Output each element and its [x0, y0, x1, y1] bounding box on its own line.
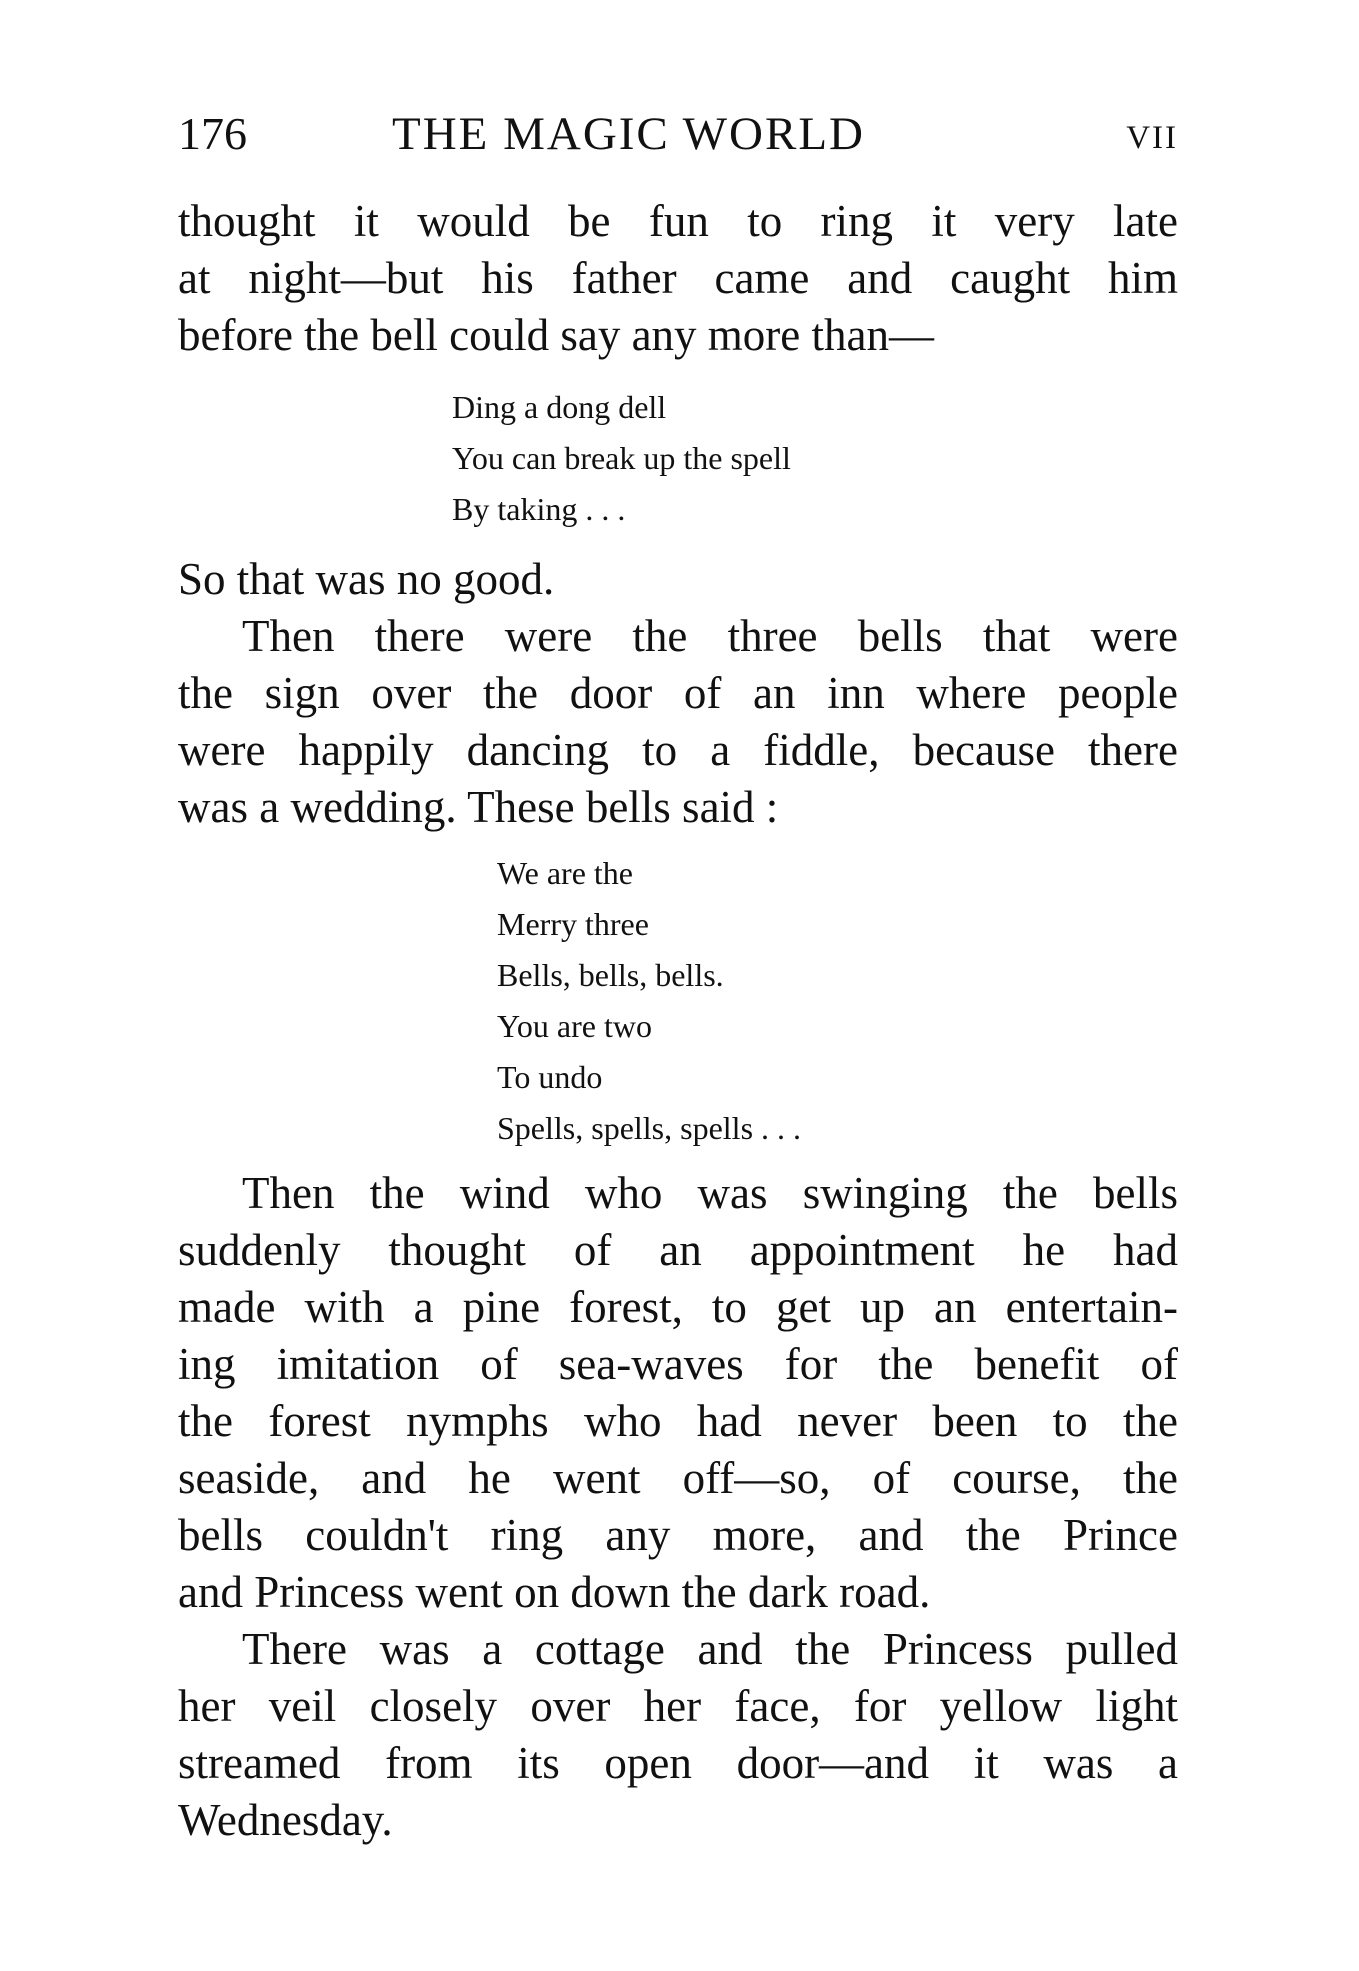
- text-line: made with a pine forest, to get up an entertain-: [178, 1282, 1178, 1332]
- verse-line: Ding a dong dell: [452, 389, 667, 425]
- verse-1: [452, 382, 791, 535]
- running-head: [178, 104, 1178, 164]
- text-line: thought it would be fun to ring it very late: [178, 196, 1178, 246]
- paragraph-2: [178, 551, 1178, 608]
- verse-line: Spells, spells, spells . . .: [497, 1110, 802, 1146]
- text-line: So that was no good.: [178, 554, 555, 604]
- text-line: ing imitation of sea-waves for the benefit of: [178, 1339, 1178, 1389]
- text-line: her veil closely over her face, for yellow light: [178, 1681, 1178, 1731]
- verse-2: [497, 848, 801, 1154]
- text-line: Then there were the three bells that were: [242, 611, 1178, 661]
- text-line: the sign over the door of an inn where people: [178, 668, 1178, 718]
- verse-line: Bells, bells, bells.: [497, 957, 724, 993]
- text-line: streamed from its open door—and it was a: [178, 1738, 1178, 1788]
- text-line: was a wedding. These bells said :: [178, 782, 779, 832]
- verse-line: You can break up the spell: [452, 440, 791, 476]
- text-line: before the bell could say any more than—: [178, 310, 934, 360]
- text-line: bells couldn't ring any more, and the Prince: [178, 1510, 1178, 1560]
- text-line: the forest nymphs who had never been to the: [178, 1396, 1178, 1446]
- paragraph-5: [178, 1621, 1178, 1849]
- text-line: Then the wind who was swinging the bells: [242, 1168, 1178, 1218]
- verse-line: You are two: [497, 1008, 652, 1044]
- chapter-numeral: VII: [1126, 120, 1178, 156]
- running-title: THE MAGIC WORLD: [392, 108, 865, 160]
- paragraph-3: [178, 608, 1178, 836]
- text-line: and Princess went on down the dark road.: [178, 1567, 931, 1617]
- page-number: 176: [178, 108, 247, 159]
- paragraph-4: [178, 1165, 1178, 1621]
- text-line: There was a cottage and the Princess pulled: [242, 1624, 1178, 1674]
- text-line: were happily dancing to a fiddle, because there: [178, 725, 1178, 775]
- text-line: Wednesday.: [178, 1795, 393, 1845]
- text-line: suddenly thought of an appointment he had: [178, 1225, 1178, 1275]
- verse-line: To undo: [497, 1059, 603, 1095]
- text-line: at night—but his father came and caught him: [178, 253, 1178, 303]
- text-line: seaside, and he went off—so, of course, the: [178, 1453, 1178, 1503]
- paragraph-1: [178, 193, 1178, 364]
- verse-line: We are the: [497, 855, 633, 891]
- verse-line: By taking . . .: [452, 491, 626, 527]
- verse-line: Merry three: [497, 906, 649, 942]
